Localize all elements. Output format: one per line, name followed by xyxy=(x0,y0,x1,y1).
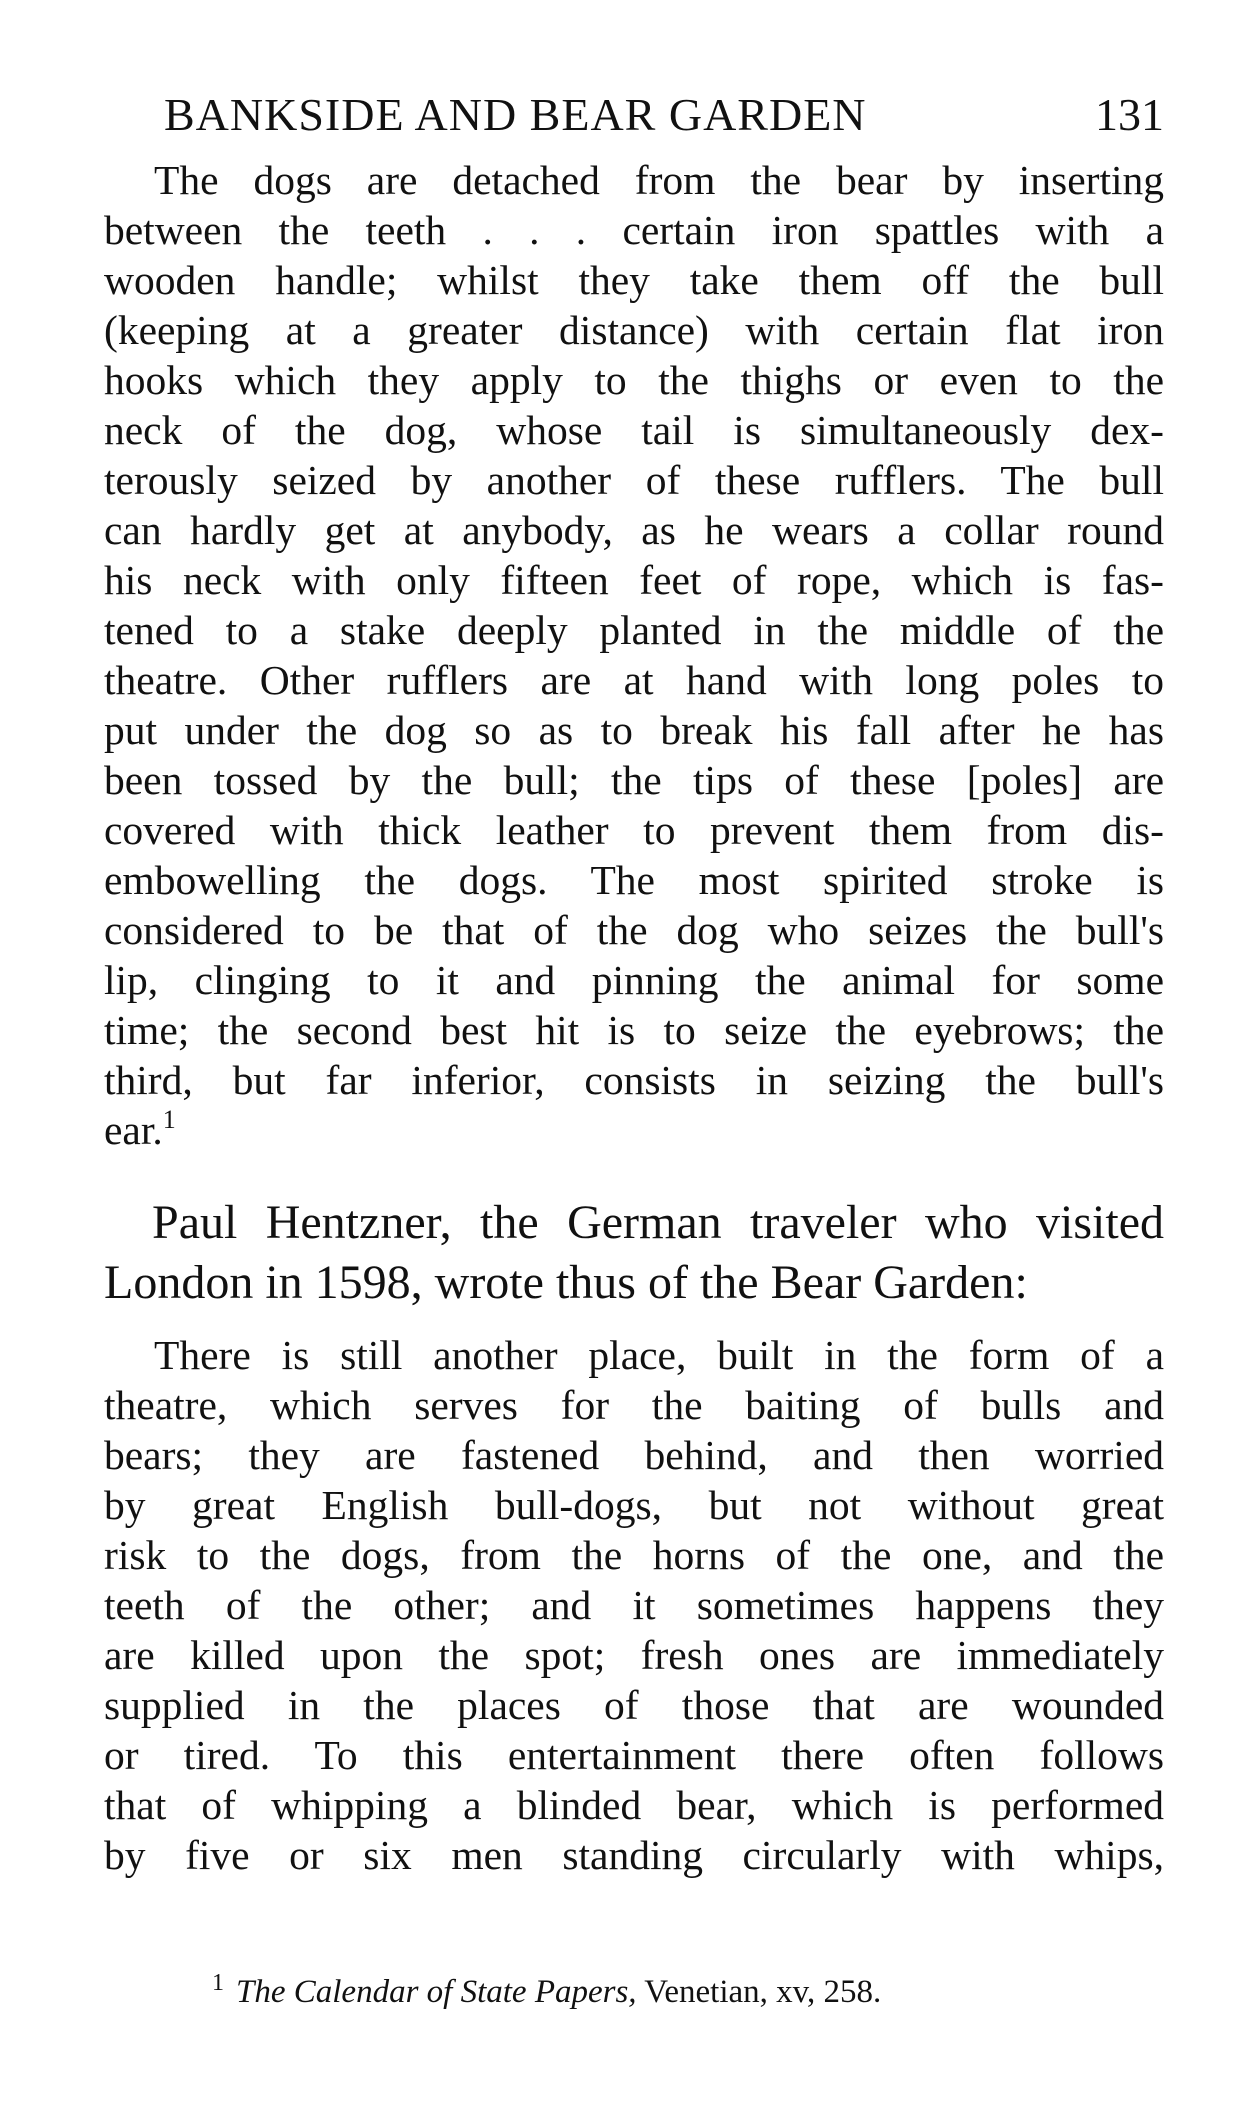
text-line: that of whipping a blinded bear, which is performed xyxy=(104,1782,1164,1828)
text-line: terously seized by another of these rufflers. The bull xyxy=(104,457,1164,503)
text-line: (keeping at a greater distance) with certain flat iron xyxy=(104,307,1164,353)
text-line: Paul Hentzner, the German traveler who visited xyxy=(152,1196,1164,1249)
running-head xyxy=(104,80,1164,150)
text-line-content: ear. xyxy=(104,1107,163,1153)
text-line: theatre. Other rufflers are at hand with long poles to xyxy=(104,657,1164,703)
page-number: 131 xyxy=(1095,89,1164,140)
text-line-last xyxy=(104,1105,1164,1155)
text-line: supplied in the places of those that are wounded xyxy=(104,1682,1164,1728)
text-line: There is still another place, built in the form of a xyxy=(154,1332,1164,1378)
footnote-source-detail: Venetian, xv, 258. xyxy=(644,1974,882,2010)
quotation-block-2 xyxy=(104,1330,1164,1880)
text-line: his neck with only fifteen feet of rope, which is fas- xyxy=(104,557,1164,603)
text-line: tened to a stake deeply planted in the middle of the xyxy=(104,607,1164,653)
text-line: neck of the dog, whose tail is simultaneously dex- xyxy=(104,407,1164,453)
text-line: by five or six men standing circularly with whips, xyxy=(104,1832,1164,1878)
footnote-reference: 1 xyxy=(162,1105,176,1134)
text-line: London in 1598, wrote thus of the Bear Garden: xyxy=(104,1256,1028,1309)
footnote-mark: 1 xyxy=(212,1970,224,1996)
text-line: embowelling the dogs. The most spirited stroke is xyxy=(104,857,1164,903)
text-line: been tossed by the bull; the tips of these [poles] are xyxy=(104,757,1164,803)
text-line: are killed upon the spot; fresh ones are immediately xyxy=(104,1632,1164,1678)
footnote-source-title: The Calendar of State Papers, xyxy=(236,1974,637,2010)
text-line: time; the second best hit is to seize the eyebrows; the xyxy=(104,1007,1164,1053)
text-line: by great English bull-dogs, but not without great xyxy=(104,1482,1164,1528)
text-line: can hardly get at anybody, as he wears a collar round xyxy=(104,507,1164,553)
body-paragraph xyxy=(104,1193,1164,1313)
text-line: teeth of the other; and it sometimes happens they xyxy=(104,1582,1164,1628)
text-line: wooden handle; whilst they take them off the bull xyxy=(104,257,1164,303)
running-head-title: BANKSIDE AND BEAR GARDEN xyxy=(164,89,867,140)
text-line: The dogs are detached from the bear by inserting xyxy=(154,157,1164,203)
text-line: put under the dog so as to break his fall after he has xyxy=(104,707,1164,753)
text-line: theatre, which serves for the baiting of bulls and xyxy=(104,1382,1164,1428)
text-line: between the teeth . . . certain iron spattles with a xyxy=(104,207,1164,253)
text-line: bears; they are fastened behind, and then worried xyxy=(104,1432,1164,1478)
text-line: third, but far inferior, consists in seizing the bull's xyxy=(104,1057,1164,1103)
text-line: lip, clinging to it and pinning the animal for some xyxy=(104,957,1164,1003)
text-line: or tired. To this entertainment there often follows xyxy=(104,1732,1164,1778)
text-line: hooks which they apply to the thighs or even to the xyxy=(104,357,1164,403)
footnote xyxy=(212,1972,881,2012)
text-line: covered with thick leather to prevent them from dis- xyxy=(104,807,1164,853)
text-line: risk to the dogs, from the horns of the one, and the xyxy=(104,1532,1164,1578)
text-line: considered to be that of the dog who seizes the bull's xyxy=(104,907,1164,953)
quotation-block-1 xyxy=(104,155,1164,1155)
